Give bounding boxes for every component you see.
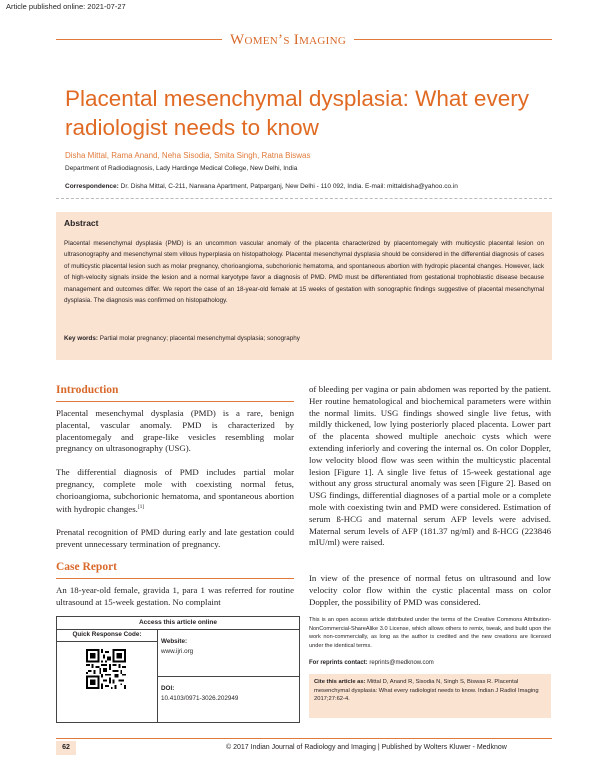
case-text-b: . A single live fetus of 15-week gestational age without any gross structural anomaly was seen [309, 466, 551, 489]
access-heading: Access this article online [57, 617, 299, 630]
correspondence [65, 183, 458, 190]
case-paragraph-2 [309, 384, 551, 549]
reprints [309, 660, 434, 666]
keywords [64, 335, 300, 342]
introduction-heading: Introduction [56, 384, 119, 396]
figure-1-link[interactable]: [Figure 1] [334, 466, 372, 477]
citation-box [309, 674, 551, 718]
doi-label: DOI: [161, 685, 175, 692]
abstract-heading: Abstract [64, 218, 99, 228]
website-cell [157, 629, 299, 677]
access-box [56, 616, 300, 723]
license-text: This is an open access article distributed under the terms of the Creative Commons Attribution-NonCommercial-ShareAlike 3.0 License, which allows others to remix, tweak, and build upon the work non-commercially, as long as the author is credited and the new creations are licensed under the identical terms. [309, 617, 551, 649]
article-title: Placental mesenchymal dysplasia: What every radiologist needs to know [65, 86, 529, 140]
reprints-label: For reprints contact: [309, 660, 368, 666]
intro-paragraph-2-text: The differential diagnosis of PMD includes partial molar pregnancy, complete mole with coexisting normal fetus, chorioangioma, subchorionic hematoma, and spontaneous abortion with hydropic changes. [56, 467, 294, 515]
citation-body: Mittal D, Anand R, Sisodia N, Singh S, Biswas R. Placental mesenchymal dysplasia: What every radiologist needs to know. Indian J Radiol Imaging 2017;27:62-4. [314, 679, 539, 703]
website-link[interactable]: www.ijri.org [161, 648, 194, 655]
case-report-heading: Case Report [56, 561, 117, 573]
case-text-a: of bleeding per vagina or pain abdomen was reported by the patient. Her routine hematological and biochemical parameters were within the normal limits. USG findings showed single live fetus, with mildly thickened, low lying posteriorly placed placenta. Lower part of the placenta showed multiple anechoic cysts which were extending inferiorly and covering the internal os. On color Doppler, low velocity blood flow was seen within the multicystic placental lesion [309, 384, 551, 477]
published-date: Article published online: 2021-07-27 [6, 2, 126, 11]
citation-text [314, 678, 546, 704]
footer-rule [56, 738, 552, 739]
website-label: Website: [161, 638, 188, 645]
intro-paragraph-1: Placental mesenchymal dysplasia (PMD) is a rare, benign placental, vascular anomaly. PMD is characterized by placentomegaly and grape-like vesicles resembling molar pregnancy on ultrasonography (USG). [56, 408, 294, 454]
qr-code-icon[interactable] [86, 649, 126, 689]
page-number: 62 [56, 741, 76, 755]
correspondence-label: Correspondence: [65, 183, 119, 190]
divider [56, 198, 552, 199]
abstract-box [56, 212, 552, 360]
keywords-text: Partial molar pregnancy; placental mesenchymal dysplasia; sonography [97, 335, 300, 342]
citation-ref[interactable]: [1] [137, 504, 145, 511]
keywords-label: Key words: [64, 335, 98, 342]
qr-cell [57, 641, 158, 722]
section-title: Women’s Imaging [222, 32, 354, 49]
citation-label: Cite this article as: [314, 679, 366, 685]
author-list: Disha Mittal, Rama Anand, Neha Sisodia, Smita Singh, Ratna Biswas [65, 151, 311, 160]
intro-paragraph-3: Prenatal recognition of PMD during early and late gestation could prevent unnecessary termination of pregnancy. [56, 527, 294, 549]
affiliation: Department of Radiodiagnosis, Lady Hardinge Medical College, New Delhi, India [65, 165, 298, 172]
heading-rule [56, 578, 294, 579]
intro-paragraph-2 [56, 467, 294, 516]
case-paragraph-1: An 18-year-old female, gravida 1, para 1 was referred for routine ultrasound at 15-week gestation. No complaint [56, 585, 294, 607]
abstract-text: Placental mesenchymal dysplasia (PMD) is an uncommon vascular anomaly of the placenta characterized by placentomegaly with multicystic placental lesion on ultrasonography and mesenchymal stem villous hyperplasia on histopathology. Placental mesenchymal dysplasia should be considered in the differential diagnosis of cases of multicystic placental lesion such as molar pregnancy, chorioangioma, subchorionic hematoma, and spontaneous abortion with hydropic placental changes. However, lack of high-velocity signals inside the lesion and a normal karyotype favor a diagnosis of PMD. PMD must be differentiated from gestational trophoblastic disease because management and outcomes differ. We report the case of an 18-year-old female at 15 weeks of gestation with sonographic findings suggestive of placental mesenchymal dysplasia. The diagnosis was confirmed on histopathology. [64, 240, 544, 305]
heading-rule [56, 401, 294, 402]
footer-text: © 2017 Indian Journal of Radiology and Imaging | Published by Wolters Kluwer - Medknow [226, 744, 507, 751]
figure-2-link[interactable]: [Figure 2] [477, 478, 514, 489]
reprints-email[interactable]: reprints@medknow.com [367, 660, 434, 666]
case-text-c: . Based on USG findings, differential diagnoses of a partial mole or a complete mole with coexisting twin and PMD were considered. Estimation of serum ß-HCG and maternal serum AFP levels were advised. Maternal serum levels of AFP (181.37 ng/ml) and ß-HCG (223846 mIU/ml) were raised. [309, 478, 551, 548]
case-paragraph-3: In view of the presence of normal fetus on ultrasound and low velocity color flow within the cystic placental mass on color Doppler, the possibility of PMD was considered. [309, 573, 551, 607]
doi-link[interactable]: 10.4103/0971-3026.202949 [161, 695, 239, 702]
qr-label: Quick Response Code: [57, 629, 158, 642]
correspondence-text: Dr. Disha Mittal, C-211, Narwana Apartment, Patparganj, New Delhi - 110 092, India. E-mail: mittaldisha@yahoo.co.in [118, 183, 458, 190]
